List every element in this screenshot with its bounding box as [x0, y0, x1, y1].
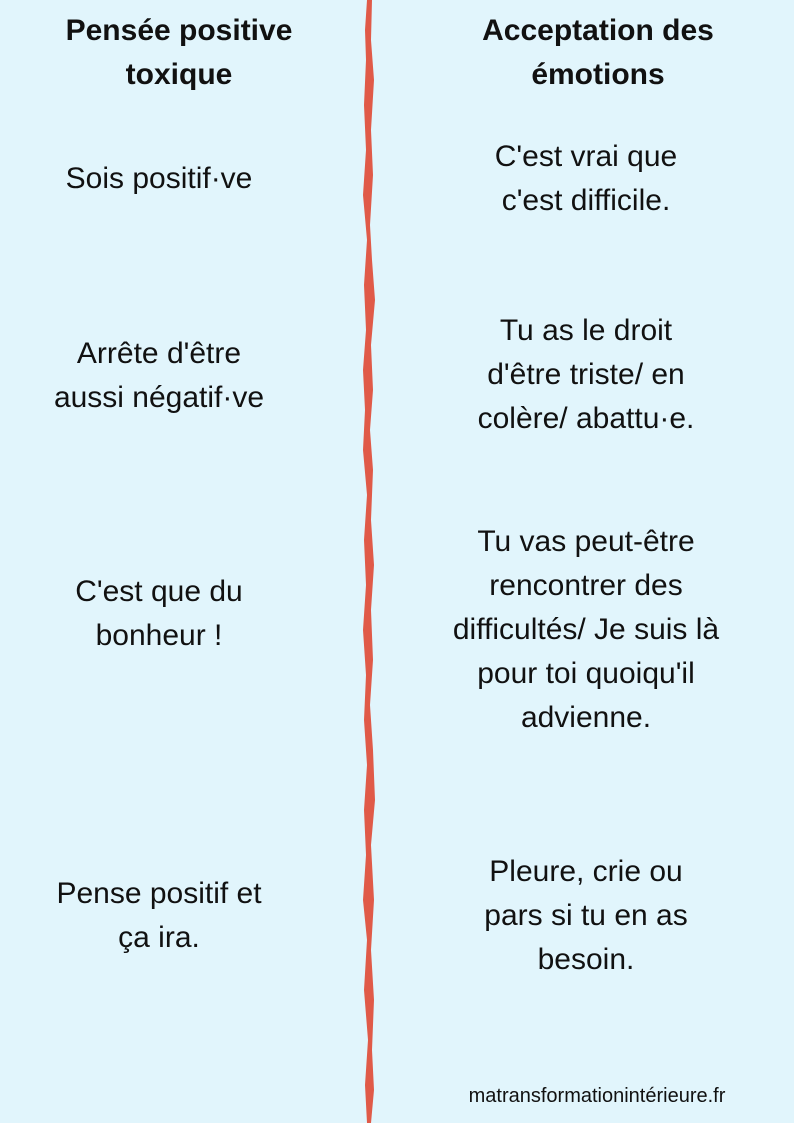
column-title-toxic-positivity: Pensée positive toxique [65, 14, 293, 91]
toxic-phrase-1: Sois positif·ve [65, 162, 253, 195]
torn-red-divider [354, 0, 384, 1123]
toxic-phrase-4: Pense positif et ça ira. [56, 877, 262, 954]
toxic-phrase-3: C'est que du bonheur ! [75, 575, 243, 652]
acceptance-phrase-2: Tu as le droit d'être triste/ en colère/ abattu·e. [477, 314, 695, 435]
column-title-emotion-acceptance: Acceptation des émotions [482, 14, 714, 91]
acceptance-phrase-1: C'est vrai que c'est difficile. [494, 140, 678, 217]
acceptance-phrase-3: Tu vas peut-être rencontrer des difficultés/ Je suis là pour toi quoiqu'il advienne. [452, 525, 720, 734]
website-footer: matransformationintérieure.fr [468, 1085, 726, 1107]
toxic-phrase-2: Arrête d'être aussi négatif·ve [53, 337, 265, 414]
acceptance-phrase-4: Pleure, crie ou pars si tu en as besoin. [484, 855, 688, 976]
